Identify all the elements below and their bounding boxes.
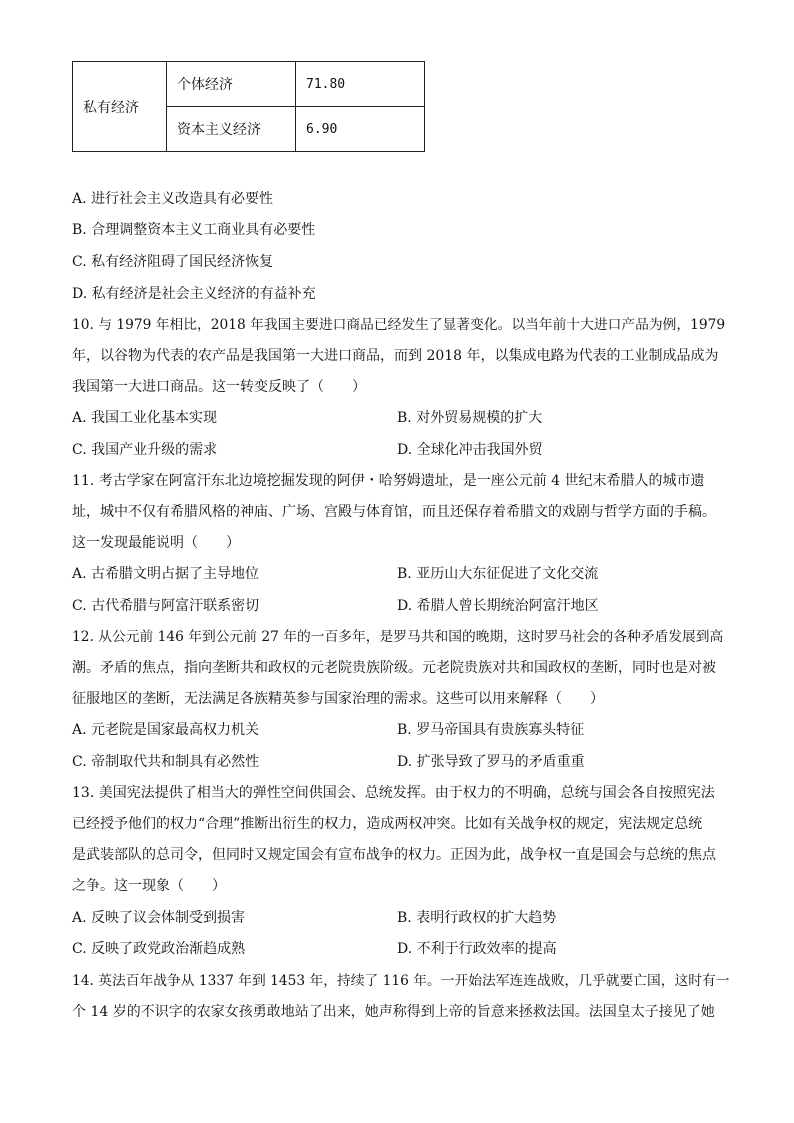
q11-option-a: A. 古希腊文明占据了主导地位: [72, 566, 260, 582]
q14-stem-line-1: 14. 英法百年战争从 1337 年到 1453 年，持续了 116 年。一开始法军连连战败，几乎就要亡国，这时有一: [72, 973, 730, 989]
q13-stem-line-2: 已经授予他们的权力“合理”推断出衍生的权力，造成两权冲突。比如有关战争权的规定，宪法规定总统: [72, 816, 703, 832]
q9-option-b: B. 合理调整资本主义工商业具有必要性: [72, 222, 316, 238]
q12-stem-line-3: 征服地区的垄断，无法满足各族精英参与国家治理的需求。这些可以用来解释（ ）: [72, 691, 604, 707]
q13-option-d: D. 不利于行政效率的提高: [397, 941, 557, 957]
q12-stem-line-2: 潮。矛盾的焦点，指向垄断共和政权的元老院贵族阶级。元老院贵族对共和国政权的垄断，同时也是对被: [72, 660, 716, 676]
q9-option-a: A. 进行社会主义改造具有必要性: [72, 191, 274, 207]
economy-table: [72, 61, 425, 152]
table-label-cell: 资本主义经济: [167, 107, 296, 152]
table-category-cell: 私有经济: [73, 62, 167, 152]
table-value-cell: 71.80: [296, 62, 425, 107]
q10-option-c: C. 我国产业升级的需求: [72, 442, 218, 458]
q12-option-a: A. 元老院是国家最高权力机关: [72, 722, 260, 738]
q13-stem-line-4: 之争。这一现象（ ）: [72, 878, 226, 894]
q11-stem-line-3: 这一发现最能说明（ ）: [72, 535, 240, 551]
table-row: [73, 62, 425, 107]
q12-option-b: B. 罗马帝国具有贵族寡头特征: [397, 722, 585, 738]
q13-option-c: C. 反映了政党政治渐趋成熟: [72, 941, 246, 957]
q11-stem-line-1: 11. 考古学家在阿富汗东北边境挖掘发现的阿伊・哈努姆遗址，是一座公元前 4 世纪末希腊人的城市遗: [72, 473, 705, 489]
q9-option-c: C. 私有经济阻碍了国民经济恢复: [72, 254, 274, 270]
q10-option-a: A. 我国工业化基本实现: [72, 410, 218, 426]
q10-stem-line-1: 10. 与 1979 年相比，2018 年我国主要进口商品已经发生了显著变化。以当年前十大进口产品为例，1979: [72, 317, 726, 333]
q10-option-b: B. 对外贸易规模的扩大: [397, 410, 543, 426]
q13-stem-line-3: 是武装部队的总司令，但同时又规定国会有宣布战争的权力。正因为此，战争权一直是国会与总统的焦点: [72, 847, 716, 863]
q9-option-d: D. 私有经济是社会主义经济的有益补充: [72, 286, 316, 302]
q11-stem-line-2: 址，城中不仅有希腊风格的神庙、广场、宫殿与体育馆，而且还保存着希腊文的戏剧与哲学方面的手稿。: [72, 504, 716, 520]
q13-stem-line-1: 13. 美国宪法提供了相当大的弹性空间供国会、总统发挥。由于权力的不明确，总统与国会各自按照宪法: [72, 785, 715, 801]
q10-stem-line-3: 我国第一大进口商品。这一转变反映了（ ）: [72, 379, 366, 395]
q14-stem-line-2: 个 14 岁的不识字的农家女孩勇敢地站了出来，她声称得到上帝的旨意来拯救法国。法国皇太子接见了她: [72, 1004, 715, 1020]
q12-option-d: D. 扩张导致了罗马的矛盾重重: [397, 754, 585, 770]
q11-option-d: D. 希腊人曾长期统治阿富汗地区: [397, 598, 599, 614]
q11-option-c: C. 古代希腊与阿富汗联系密切: [72, 598, 260, 614]
q10-stem-line-2: 年，以谷物为代表的农产品是我国第一大进口商品，而到 2018 年，以集成电路为代表的工业制成品成为: [72, 348, 719, 364]
q11-option-b: B. 亚历山大东征促进了文化交流: [397, 566, 599, 582]
q12-stem-line-1: 12. 从公元前 146 年到公元前 27 年的一百多年，是罗马共和国的晚期，这时罗马社会的各种矛盾发展到高: [72, 629, 724, 645]
table-value-cell: 6.90: [296, 107, 425, 152]
q13-option-b: B. 表明行政权的扩大趋势: [397, 910, 557, 926]
q10-option-d: D. 全球化冲击我国外贸: [397, 442, 543, 458]
q13-option-a: A. 反映了议会体制受到损害: [72, 910, 246, 926]
table-label-cell: 个体经济: [167, 62, 296, 107]
q12-option-c: C. 帝制取代共和制具有必然性: [72, 754, 260, 770]
